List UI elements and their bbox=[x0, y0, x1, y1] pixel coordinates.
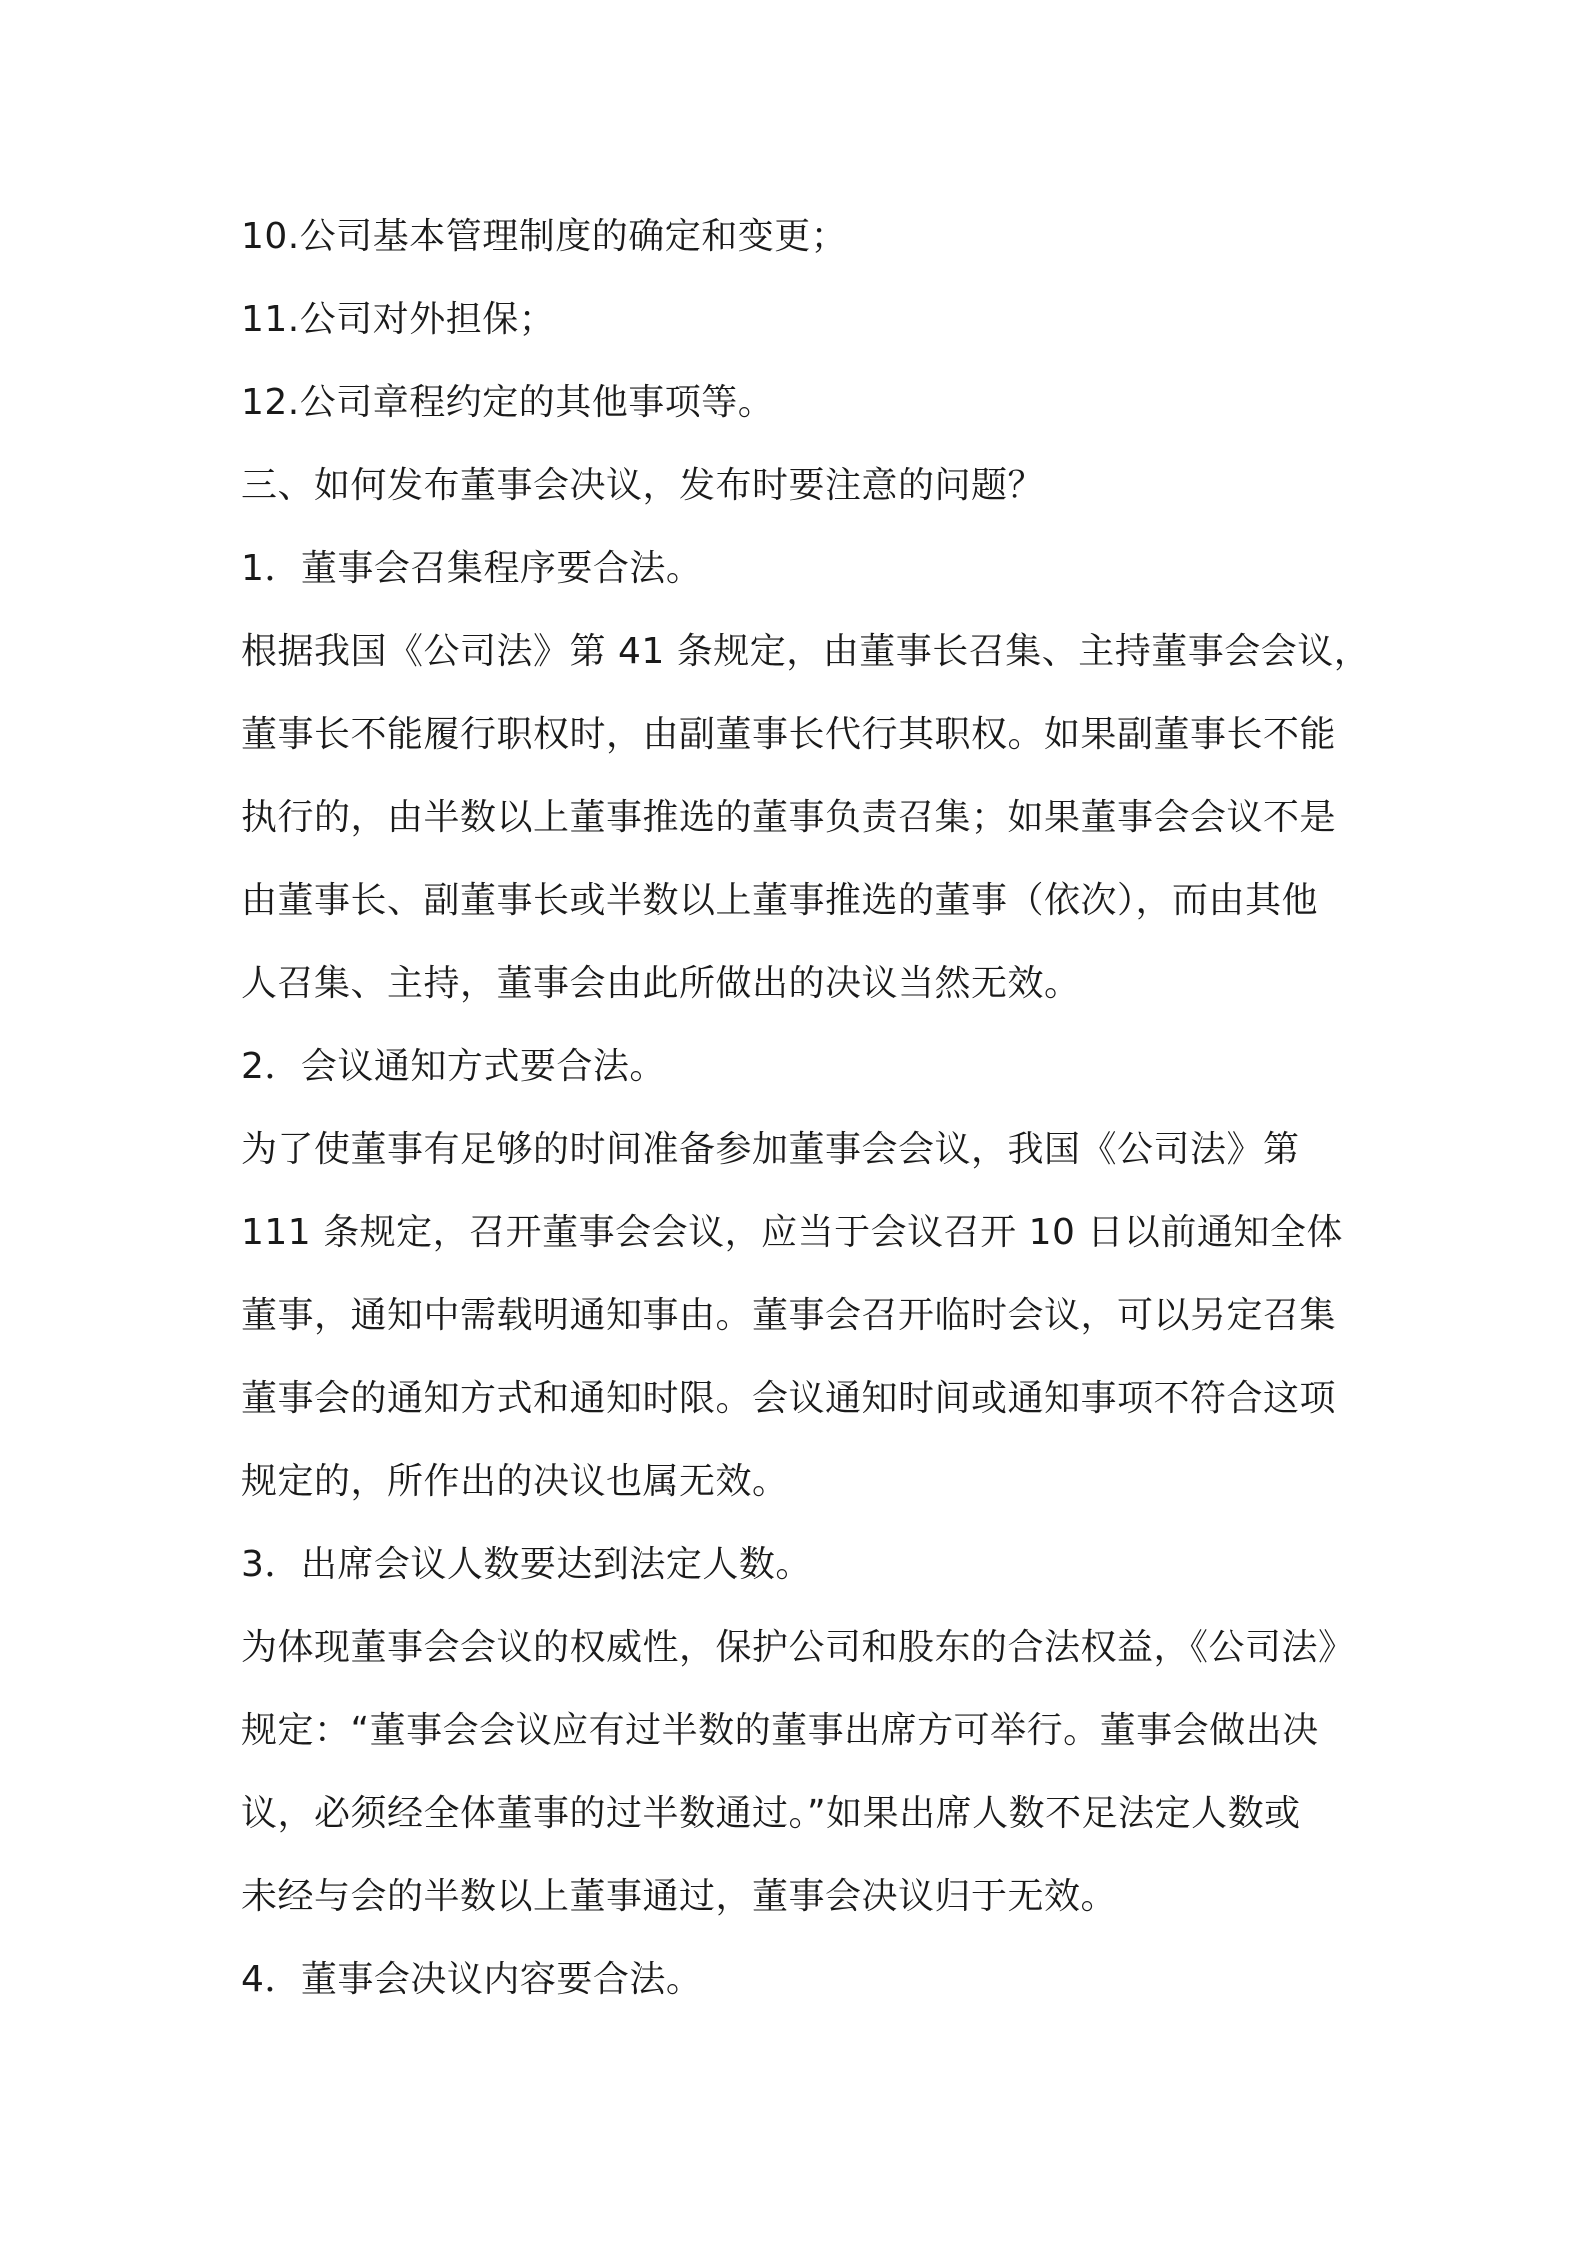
paragraph-line: 为体现董事会会议的权威性，保护公司和股东的合法权益，《公司法》 bbox=[241, 1627, 1355, 1668]
paragraph-line: 未经与会的半数以上董事通过，董事会决议归于无效。 bbox=[241, 1876, 1118, 1917]
paragraph-line: 董事会的通知方式和通知时限。会议通知时间或通知事项不符合这项 bbox=[241, 1378, 1337, 1419]
paragraph-line: 执行的，由半数以上董事推选的董事负责召集；如果董事会会议不是 bbox=[241, 797, 1337, 838]
subheading-1: 1．董事会召集程序要合法。 bbox=[241, 548, 703, 589]
paragraph-line: 董事，通知中需载明通知事由。董事会召开临时会议，可以另定召集 bbox=[241, 1295, 1337, 1336]
subheading-3: 3．出席会议人数要达到法定人数。 bbox=[241, 1544, 812, 1585]
paragraph-line: 规定的，所作出的决议也属无效。 bbox=[241, 1461, 789, 1502]
paragraph-line: 议，必须经全体董事的过半数通过。”如果出席人数不足法定人数或 bbox=[241, 1793, 1301, 1834]
paragraph-line: 根据我国《公司法》第 41 条规定，由董事长召集、主持董事会会议， bbox=[241, 631, 1371, 672]
paragraph-line: 董事长不能履行职权时，由副董事长代行其职权。如果副董事长不能 bbox=[241, 714, 1337, 755]
list-item-11: 11.公司对外担保； bbox=[241, 299, 556, 340]
paragraph-line: 人召集、主持，董事会由此所做出的决议当然无效。 bbox=[241, 963, 1081, 1004]
document-body bbox=[241, 195, 1371, 2021]
subheading-4: 4．董事会决议内容要合法。 bbox=[241, 1959, 703, 2000]
section-heading-3: 三、如何发布董事会决议，发布时要注意的问题？ bbox=[241, 465, 1045, 506]
subheading-2: 2．会议通知方式要合法。 bbox=[241, 1046, 666, 1087]
paragraph-line: 规定：“董事会会议应有过半数的董事出席方可举行。董事会做出决 bbox=[241, 1710, 1319, 1751]
paragraph-line: 由董事长、副董事长或半数以上董事推选的董事（依次），而由其他 bbox=[241, 880, 1319, 921]
paragraph-line: 111 条规定，召开董事会会议，应当于会议召开 10 日以前通知全体 bbox=[241, 1212, 1343, 1253]
paragraph-line: 为了使董事有足够的时间准备参加董事会会议，我国《公司法》第 bbox=[241, 1129, 1300, 1170]
list-item-10: 10.公司基本管理制度的确定和变更； bbox=[241, 216, 848, 257]
list-item-12: 12.公司章程约定的其他事项等。 bbox=[241, 382, 775, 423]
